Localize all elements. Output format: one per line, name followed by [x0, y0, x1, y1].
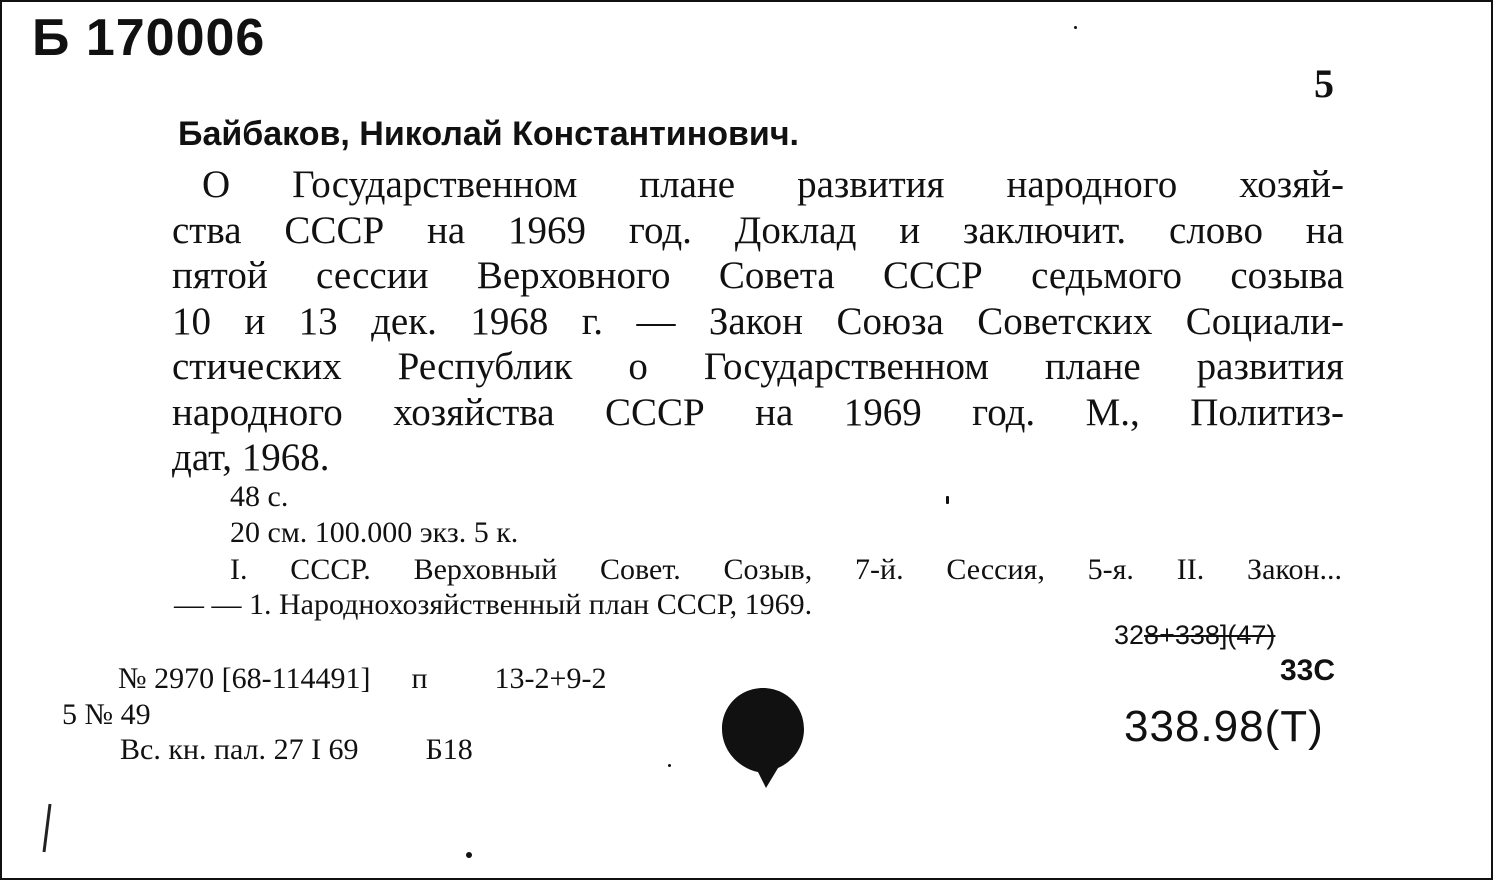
added-entries: I. СССР. Верховный Совет. Созыв, 7-й. Сессия, 5-я. II. Закон... — [230, 553, 1342, 586]
handwritten-accession-number: Б 170006 — [32, 9, 266, 67]
ink-dot — [466, 852, 472, 858]
order-line — [118, 662, 606, 696]
order-cipher: 13-2+9-2 — [494, 662, 607, 695]
author-heading: Байбаков, Николай Константинович. — [178, 115, 799, 153]
ink-dot — [1074, 26, 1077, 29]
classification-struck-prefix: 32 — [1114, 620, 1145, 650]
book-chamber-line — [120, 733, 473, 767]
chamber-label: Вс. кн. пал. — [120, 733, 267, 766]
description-line: О Государственном плане развития народного хозяй- — [202, 163, 1344, 206]
description-line: пятой сессии Верховного Совета СССР седьмого созыва — [172, 254, 1344, 297]
description-line: ства СССР на 1969 год. Доклад и заключит. слово на — [172, 208, 1344, 252]
size-run-price: 20 см. 100.000 экз. 5 к. — [230, 516, 519, 549]
classification-handwritten: 338.98(Т) — [1124, 702, 1324, 751]
order-number: № 2970 — [118, 662, 215, 695]
card-number: 5 — [1314, 61, 1334, 106]
classification-struck — [1114, 620, 1275, 651]
chamber-date: 27 I 69 — [273, 733, 359, 766]
ink-dot — [946, 496, 949, 504]
order-code: [68-114491] — [221, 662, 371, 695]
description-line: 10 и 13 дек. 1968 г. — Закон Союза Советских Социали- — [172, 299, 1344, 343]
description-line: дат, 1968. — [172, 436, 330, 479]
chamber-code: Б18 — [425, 733, 473, 766]
copies-line: 5 № 49 — [62, 698, 151, 731]
pagination: 48 с. — [230, 480, 289, 513]
pencil-mark — [40, 802, 54, 854]
subject-heading: — — 1. Народнохозяйственный план СССР, 1969. — [174, 588, 813, 621]
classification-struck-text: 8+338](47) — [1144, 620, 1276, 650]
order-letter: п — [411, 662, 428, 695]
description-line: народного хозяйства СССР на 1969 год. М., Политиз- — [172, 390, 1344, 434]
classification-current: 33С — [1280, 654, 1336, 687]
title-description — [172, 162, 1344, 481]
ink-dot — [668, 764, 671, 767]
description-line: стических Республик о Государственном плане развития — [172, 345, 1344, 388]
punch-hole — [720, 686, 806, 790]
